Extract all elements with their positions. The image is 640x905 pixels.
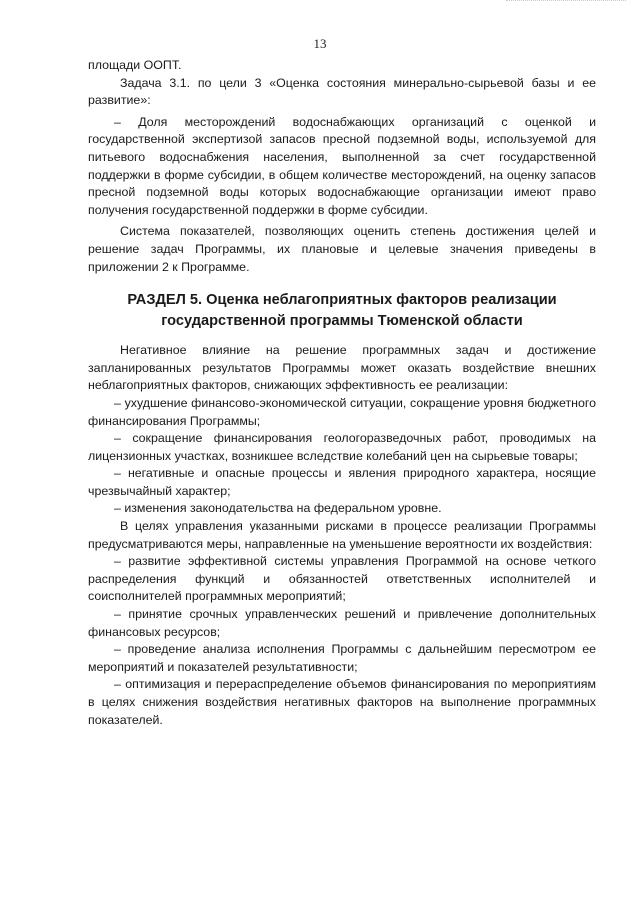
paragraph-indicator-system: Система показателей, позволяющих оценить степень достижения целей и решение задач Программы, их плановые и целевые значения приведены в приложении 2 к Программе. <box>88 224 596 274</box>
page-number: 13 <box>313 36 327 51</box>
list-item-measure: – развитие эффективной системы управления Программой на основе четкого распределения функций и обязанностей ответственных исполнителей и соисполнителей программных мероприятий; <box>88 554 596 604</box>
scan-header-mark <box>506 0 626 3</box>
list-item-risk: – сокращение финансирования геологоразведочных работ, проводимых на лицензионных участках, возникшее вследствие колебаний цен на сырьевые товары; <box>88 431 596 463</box>
list-item-risk: – ухудшение финансово-экономической ситуации, сокращение уровня бюджетного финансирования Программы; <box>88 395 596 428</box>
list-item-measure: – принятие срочных управленческих решений и привлечение дополнительных финансовых ресурсов; <box>88 607 596 639</box>
section-heading: РАЗДЕЛ 5. Оценка неблагоприятных факторов реализации государственной программы Тюменской области <box>127 292 557 330</box>
document-body <box>88 57 596 729</box>
list-item-risk: – изменения законодательства на федеральном уровне. <box>114 501 442 516</box>
paragraph-continuation: площади ООПТ. <box>88 58 182 72</box>
paragraph-risk-management: В целях управления указанными рисками в процессе реализации Программы предусматриваются меры, направленные на уменьшение вероятности их воздействия: <box>88 519 596 551</box>
list-item-indicator: – Доля месторождений водоснабжающих организаций с оценкой и государственной экспертизой запасов пресной подземной воды, используемой для питьевого водоснабжения населения, выполненной за счет государственной поддержки в форме субсидии, в общем количестве месторождений, на оценку запасов пресной подземной воды которых водоснабжающие организации имеют право получения государственной поддержки в форме субсидии. <box>88 114 596 217</box>
paragraph-negative-influence: Негативное влияние на решение программных задач и достижение запланированных результатов Программы может оказать воздействие внешних неблагоприятных факторов, снижающих эффективность ее реализации: <box>88 343 596 393</box>
list-item-measure: – проведение анализа исполнения Программы с дальнейшим пересмотром ее мероприятий и показателей результативности; <box>88 642 596 674</box>
paragraph-task: Задача 3.1. по цели 3 «Оценка состояния минерально-сырьевой базы и ее развитие»: <box>88 75 596 108</box>
list-item-risk: – негативные и опасные процессы и явления природного характера, носящие чрезвычайный характер; <box>88 466 596 498</box>
list-item-measure: – оптимизация и перераспределение объемов финансирования по мероприятиям в целях снижения воздействия негативных факторов на выполнение программных показателей. <box>88 677 596 727</box>
